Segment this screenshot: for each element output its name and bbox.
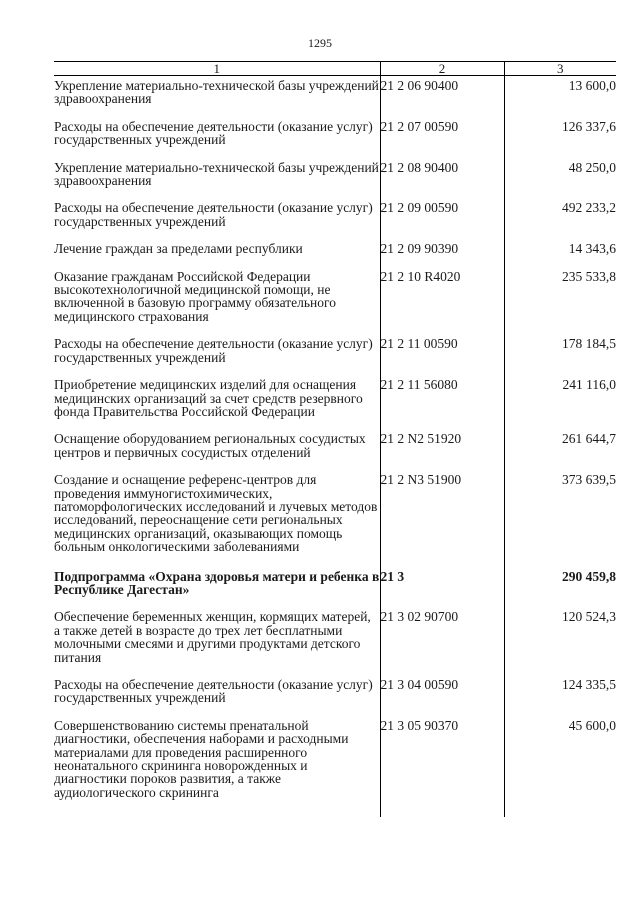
table-row bbox=[54, 459, 616, 553]
row-amount: 48 250,0 bbox=[504, 147, 616, 188]
row-description: Оказание гражданам Российской Федерации высокотехнологичной медицинской помощи, не включенной в базовую программу обязательного медицинского страхования bbox=[54, 268, 336, 324]
spacer-cell bbox=[54, 799, 380, 817]
row-code: 21 2 N2 51920 bbox=[380, 418, 504, 459]
row-description: Подпрограмма «Охрана здоровья матери и ребенка в Республике Дагестан» bbox=[54, 568, 380, 597]
row-description: Создание и оснащение референс-центров для проведения иммуногистохимических, патоморфологических исследований и лучевых методов исследований, переоснащение сети региональных медицинских организаций, оказывающих помощь больным онкологическими заболеваниями bbox=[54, 472, 378, 555]
row-amount: 492 233,2 bbox=[504, 187, 616, 228]
row-amount: 178 184,5 bbox=[504, 323, 616, 364]
row-description: Расходы на обеспечение деятельности (оказание услуг) государственных учреждений bbox=[54, 118, 373, 148]
row-description: Обеспечение беременных женщин, кормящих матерей, а также детей в возрасте до трех лет бесплатными молочными смесями и другими продуктами детского питания bbox=[54, 609, 371, 665]
row-description: Расходы на обеспечение деятельности (оказание услуг) государственных учреждений bbox=[54, 336, 373, 365]
table-header-row bbox=[54, 62, 616, 76]
row-amount: 373 639,5 bbox=[504, 459, 616, 553]
row-amount: 14 343,6 bbox=[504, 228, 616, 255]
row-amount: 290 459,8 bbox=[504, 554, 616, 597]
header-col-3: 3 bbox=[504, 62, 616, 76]
table-row-spacer bbox=[54, 799, 616, 817]
row-code: 21 2 06 90400 bbox=[380, 76, 504, 106]
row-code: 21 2 09 00590 bbox=[380, 187, 504, 228]
table-row bbox=[54, 187, 616, 228]
row-description: Укрепление материально-технической базы учреждений здравоохранения bbox=[54, 78, 379, 107]
row-code: 21 3 04 00590 bbox=[380, 664, 504, 705]
row-code: 21 2 09 90390 bbox=[380, 228, 504, 255]
row-amount: 126 337,6 bbox=[504, 106, 616, 147]
row-amount: 13 600,0 bbox=[504, 76, 616, 106]
row-code: 21 3 bbox=[380, 554, 504, 597]
row-code: 21 2 11 56080 bbox=[380, 364, 504, 418]
table-row bbox=[54, 664, 616, 705]
spacer-cell bbox=[380, 799, 504, 817]
row-code: 21 2 08 90400 bbox=[380, 147, 504, 188]
row-code: 21 2 N3 51900 bbox=[380, 459, 504, 553]
table-row bbox=[54, 554, 616, 597]
row-amount: 120 524,3 bbox=[504, 596, 616, 664]
row-description: Укрепление материально-технической базы учреждений здравоохранения bbox=[54, 159, 379, 189]
row-amount: 235 533,8 bbox=[504, 256, 616, 324]
row-amount: 124 335,5 bbox=[504, 664, 616, 705]
row-description: Расходы на обеспечение деятельности (оказание услуг) государственных учреждений bbox=[54, 200, 373, 229]
table-body bbox=[54, 76, 616, 818]
row-code: 21 2 10 R4020 bbox=[380, 256, 504, 324]
row-description: Совершенствованию системы пренатальной диагностики, обеспечения наборами и расходными материалами для проведения расширенного неонатального скрининга новорожденных и диагностики пороков развития, а также аудиологического скрининга bbox=[54, 717, 349, 800]
header-col-1: 1 bbox=[54, 62, 380, 76]
row-code: 21 2 11 00590 bbox=[380, 323, 504, 364]
table-row bbox=[54, 323, 616, 364]
row-code: 21 3 02 90700 bbox=[380, 596, 504, 664]
spacer-cell bbox=[504, 799, 616, 817]
row-code: 21 2 07 00590 bbox=[380, 106, 504, 147]
table-row bbox=[54, 106, 616, 147]
row-description: Оснащение оборудованием региональных сосудистых центров и первичных сосудистых отделений bbox=[54, 431, 366, 460]
table-row bbox=[54, 596, 616, 664]
row-amount: 241 116,0 bbox=[504, 364, 616, 418]
header-col-2: 2 bbox=[380, 62, 504, 76]
budget-table bbox=[54, 61, 616, 817]
table-row bbox=[54, 256, 616, 324]
row-description: Расходы на обеспечение деятельности (оказание услуг) государственных учреждений bbox=[54, 677, 373, 706]
table-row bbox=[54, 76, 616, 106]
table-row bbox=[54, 147, 616, 188]
row-code: 21 3 05 90370 bbox=[380, 705, 504, 799]
table-row bbox=[54, 364, 616, 418]
row-amount: 45 600,0 bbox=[504, 705, 616, 799]
row-description: Приобретение медицинских изделий для оснащения медицинских организаций за счет средств резервного фонда Правительства Российской Федерации bbox=[54, 377, 363, 419]
table-row bbox=[54, 705, 616, 799]
table-row bbox=[54, 228, 616, 255]
table-row bbox=[54, 418, 616, 459]
row-amount: 261 644,7 bbox=[504, 418, 616, 459]
page-number: 1295 bbox=[308, 36, 332, 50]
row-description: Лечение граждан за пределами республики bbox=[54, 241, 303, 257]
